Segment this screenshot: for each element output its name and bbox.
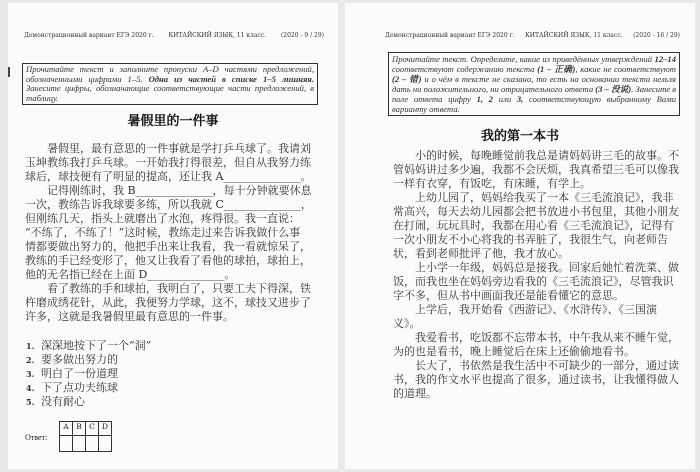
instruction-emphasis: 3, xyxy=(516,94,524,104)
option-text: 深深地按下了一个“洞” xyxy=(41,339,152,352)
text-line: 为的也是看书，晚上睡觉后在床上还偷偷地看书。 xyxy=(393,345,635,358)
option-item xyxy=(26,339,151,353)
text-line: 上学后，我开始看《西游记》、《水浒传》、《三国演 xyxy=(415,303,657,316)
text-line: 的道理。 xyxy=(393,387,437,400)
left-page xyxy=(8,3,338,469)
answer-cell[interactable] xyxy=(99,436,112,452)
option-text: 要多做出努力的 xyxy=(41,353,118,366)
instruction-emphasis: (3 – 没说) xyxy=(595,84,632,94)
instruction-text: Прочитайте текст. Определите, какие из приведённых утверждений xyxy=(392,54,653,64)
instruction-emphasis: (2 – 错) xyxy=(392,74,422,84)
header-subject: КИТАЙСКИЙ ЯЗЫК, 11 класс. xyxy=(525,32,623,39)
text-body xyxy=(393,149,679,401)
answer-column-header: A xyxy=(60,422,73,436)
text-line: “不练了，不练了！”这时候，教练走过来告诉我做什么事 xyxy=(25,226,301,239)
header-subject: КИТАЙСКИЙ ЯЗЫК, 11 класс. xyxy=(168,32,267,39)
option-number: 2. xyxy=(26,355,35,365)
header-page: (2020 - 9 / 29) xyxy=(280,32,324,39)
instruction-emphasis: Одна из частей в списке 1–5 лишняя. xyxy=(148,73,314,84)
page-header xyxy=(385,32,680,39)
text-line: 一次小朋友不小心将我的书弄脏了，我很生气，向老师告 xyxy=(393,233,668,246)
option-number: 3. xyxy=(26,369,35,379)
text-line: 常高兴，每天去幼儿园都会把书放进小书包里，其他小朋友 xyxy=(393,205,679,218)
option-item xyxy=(26,367,151,381)
text-line: 暑假里，最有意思的一件事就是学打乒乓球了。我请刘 xyxy=(47,142,311,155)
text-body xyxy=(25,142,312,324)
text-line: 状，看到老师批评了他，我才放心。 xyxy=(393,247,569,260)
answer-column-header: C xyxy=(86,422,99,436)
text-line: 长大了，书依然是我生活中不可缺少的一部分，通过读 xyxy=(415,359,679,372)
answer-column-header: B xyxy=(73,422,86,436)
answer-table xyxy=(59,421,112,452)
text-line: 小的时候，每晚睡觉前我总是请妈妈讲三毛的故事。不 xyxy=(415,149,679,162)
text-line: 看了教练的手和球拍，我明白了，只要工夫下得深，铁 xyxy=(47,282,311,295)
text-line: 义》。 xyxy=(393,317,421,330)
instruction-text: Прочитайте текст и заполните пропуски A–D частями предложений, обозначенными цифрами 1–5. xyxy=(26,64,314,84)
header-page: (2020 - 16 / 29) xyxy=(633,32,680,39)
instruction-text: , какие не соответствуют xyxy=(575,64,676,74)
text-line: 球后，球技便有了明显的提高，还让我 A______________。 xyxy=(25,170,312,183)
option-number: 5. xyxy=(26,397,35,407)
answer-column-header: D xyxy=(99,422,112,436)
right-page xyxy=(345,3,695,469)
answer-cell[interactable] xyxy=(60,436,73,452)
answer-cell[interactable] xyxy=(73,436,86,452)
instruction-text: и о чём в тексте не сказано, то есть на основании текста нельзя дать ни положительного, ни отрицательного ответа xyxy=(392,74,676,94)
option-number: 4. xyxy=(26,383,35,393)
text-line: 许多，这就是我暑假里最有意思的一件事。 xyxy=(25,310,234,323)
options-list xyxy=(26,339,151,409)
text-line: 一次，教练告诉我球要多练，所以我就 C______________， xyxy=(25,198,312,211)
instruction-text: соответствуют содержанию текста xyxy=(392,64,535,74)
text-line: 他的无名指已经在上面 D______________。 xyxy=(25,268,236,281)
page-header xyxy=(24,32,324,39)
text-line: 玉坤教练我打乒乓球。一开始我打得很差，但自从我努力练 xyxy=(25,156,311,169)
text-line: 情都要做出努力的，他把手出来让我看，我一看就惊呆了， xyxy=(25,240,311,253)
answer-label: Ответ: xyxy=(25,433,48,442)
text-line: 字不多，但从书中画面我还是能看懂它的意思。 xyxy=(393,289,624,302)
text-line: 管妈妈讲过多少遍，我都不会厌烦，我真希望三毛可以像我 xyxy=(393,163,679,176)
option-item xyxy=(26,353,151,367)
answer-cell[interactable] xyxy=(86,436,99,452)
instruction-text: или xyxy=(498,94,512,104)
instruction-text: соответствующую выбранному Вами варианту ответа. xyxy=(392,94,676,114)
text-line: 我爱看书，吃饭都不忘带本书，中午我从来不睡午觉， xyxy=(415,331,679,344)
margin-mark xyxy=(8,67,10,77)
option-text: 下了点功夫练球 xyxy=(41,381,118,394)
header-variant: Демонстрационный вариант ЕГЭ 2020 г. xyxy=(24,32,154,39)
option-item xyxy=(26,381,151,395)
option-item xyxy=(26,395,151,409)
option-number: 1. xyxy=(26,341,35,351)
text-line: 上小学一年级，妈妈总是接我。回家后她忙着洗菜、做 xyxy=(415,261,679,274)
text-line: 教练的手已经变形了，他又让我看了看他的球拍，球拍上， xyxy=(25,254,311,267)
text-line: 但刚练几天，指头上就磨出了水泡，疼得很。我一直说： xyxy=(25,212,300,225)
option-text: 没有耐心 xyxy=(41,395,85,408)
header-variant: Демонстрационный вариант ЕГЭ 2020 г. xyxy=(385,32,515,39)
instruction-box xyxy=(22,63,318,105)
instruction-emphasis: 12–14 xyxy=(654,54,676,64)
text-title: 我的第一本书 xyxy=(480,129,559,144)
text-line: 在打闹，玩玩具时，我都在用心看《三毛流浪记》，记得有 xyxy=(393,219,674,232)
instruction-emphasis: 1, 2 xyxy=(476,94,494,104)
text-title: 暑假里的一件事 xyxy=(127,114,219,129)
text-line: 饭，而我也坐在妈妈旁边看我的《三毛流浪记》，尽管我识 xyxy=(393,275,674,288)
instruction-emphasis: (1 – 正确) xyxy=(537,64,576,74)
text-line: 记得刚练时，我 B______________，每十分钟就要休息 xyxy=(47,184,312,197)
instruction-text: Занесите цифры, обозначающие соответствующие части предложений, в таблицу. xyxy=(26,83,314,103)
instruction-text: . Занесите в поле ответа цифру xyxy=(392,84,676,104)
text-line: 一样有衣穿，有饭吃，有床睡，有学上。 xyxy=(393,177,591,190)
text-line: 杵磨成绣花针，从此，我便努力学球，这不，球技又进步了 xyxy=(25,296,311,309)
text-line: 上幼儿园了，妈妈给我买了一本《三毛流浪记》，我非 xyxy=(415,191,674,204)
text-line: 书，我的作文水平也提高了很多，通过读书，让我懂得做人 xyxy=(393,373,679,386)
instruction-box xyxy=(388,52,680,116)
option-text: 明白了一份道理 xyxy=(41,367,118,380)
